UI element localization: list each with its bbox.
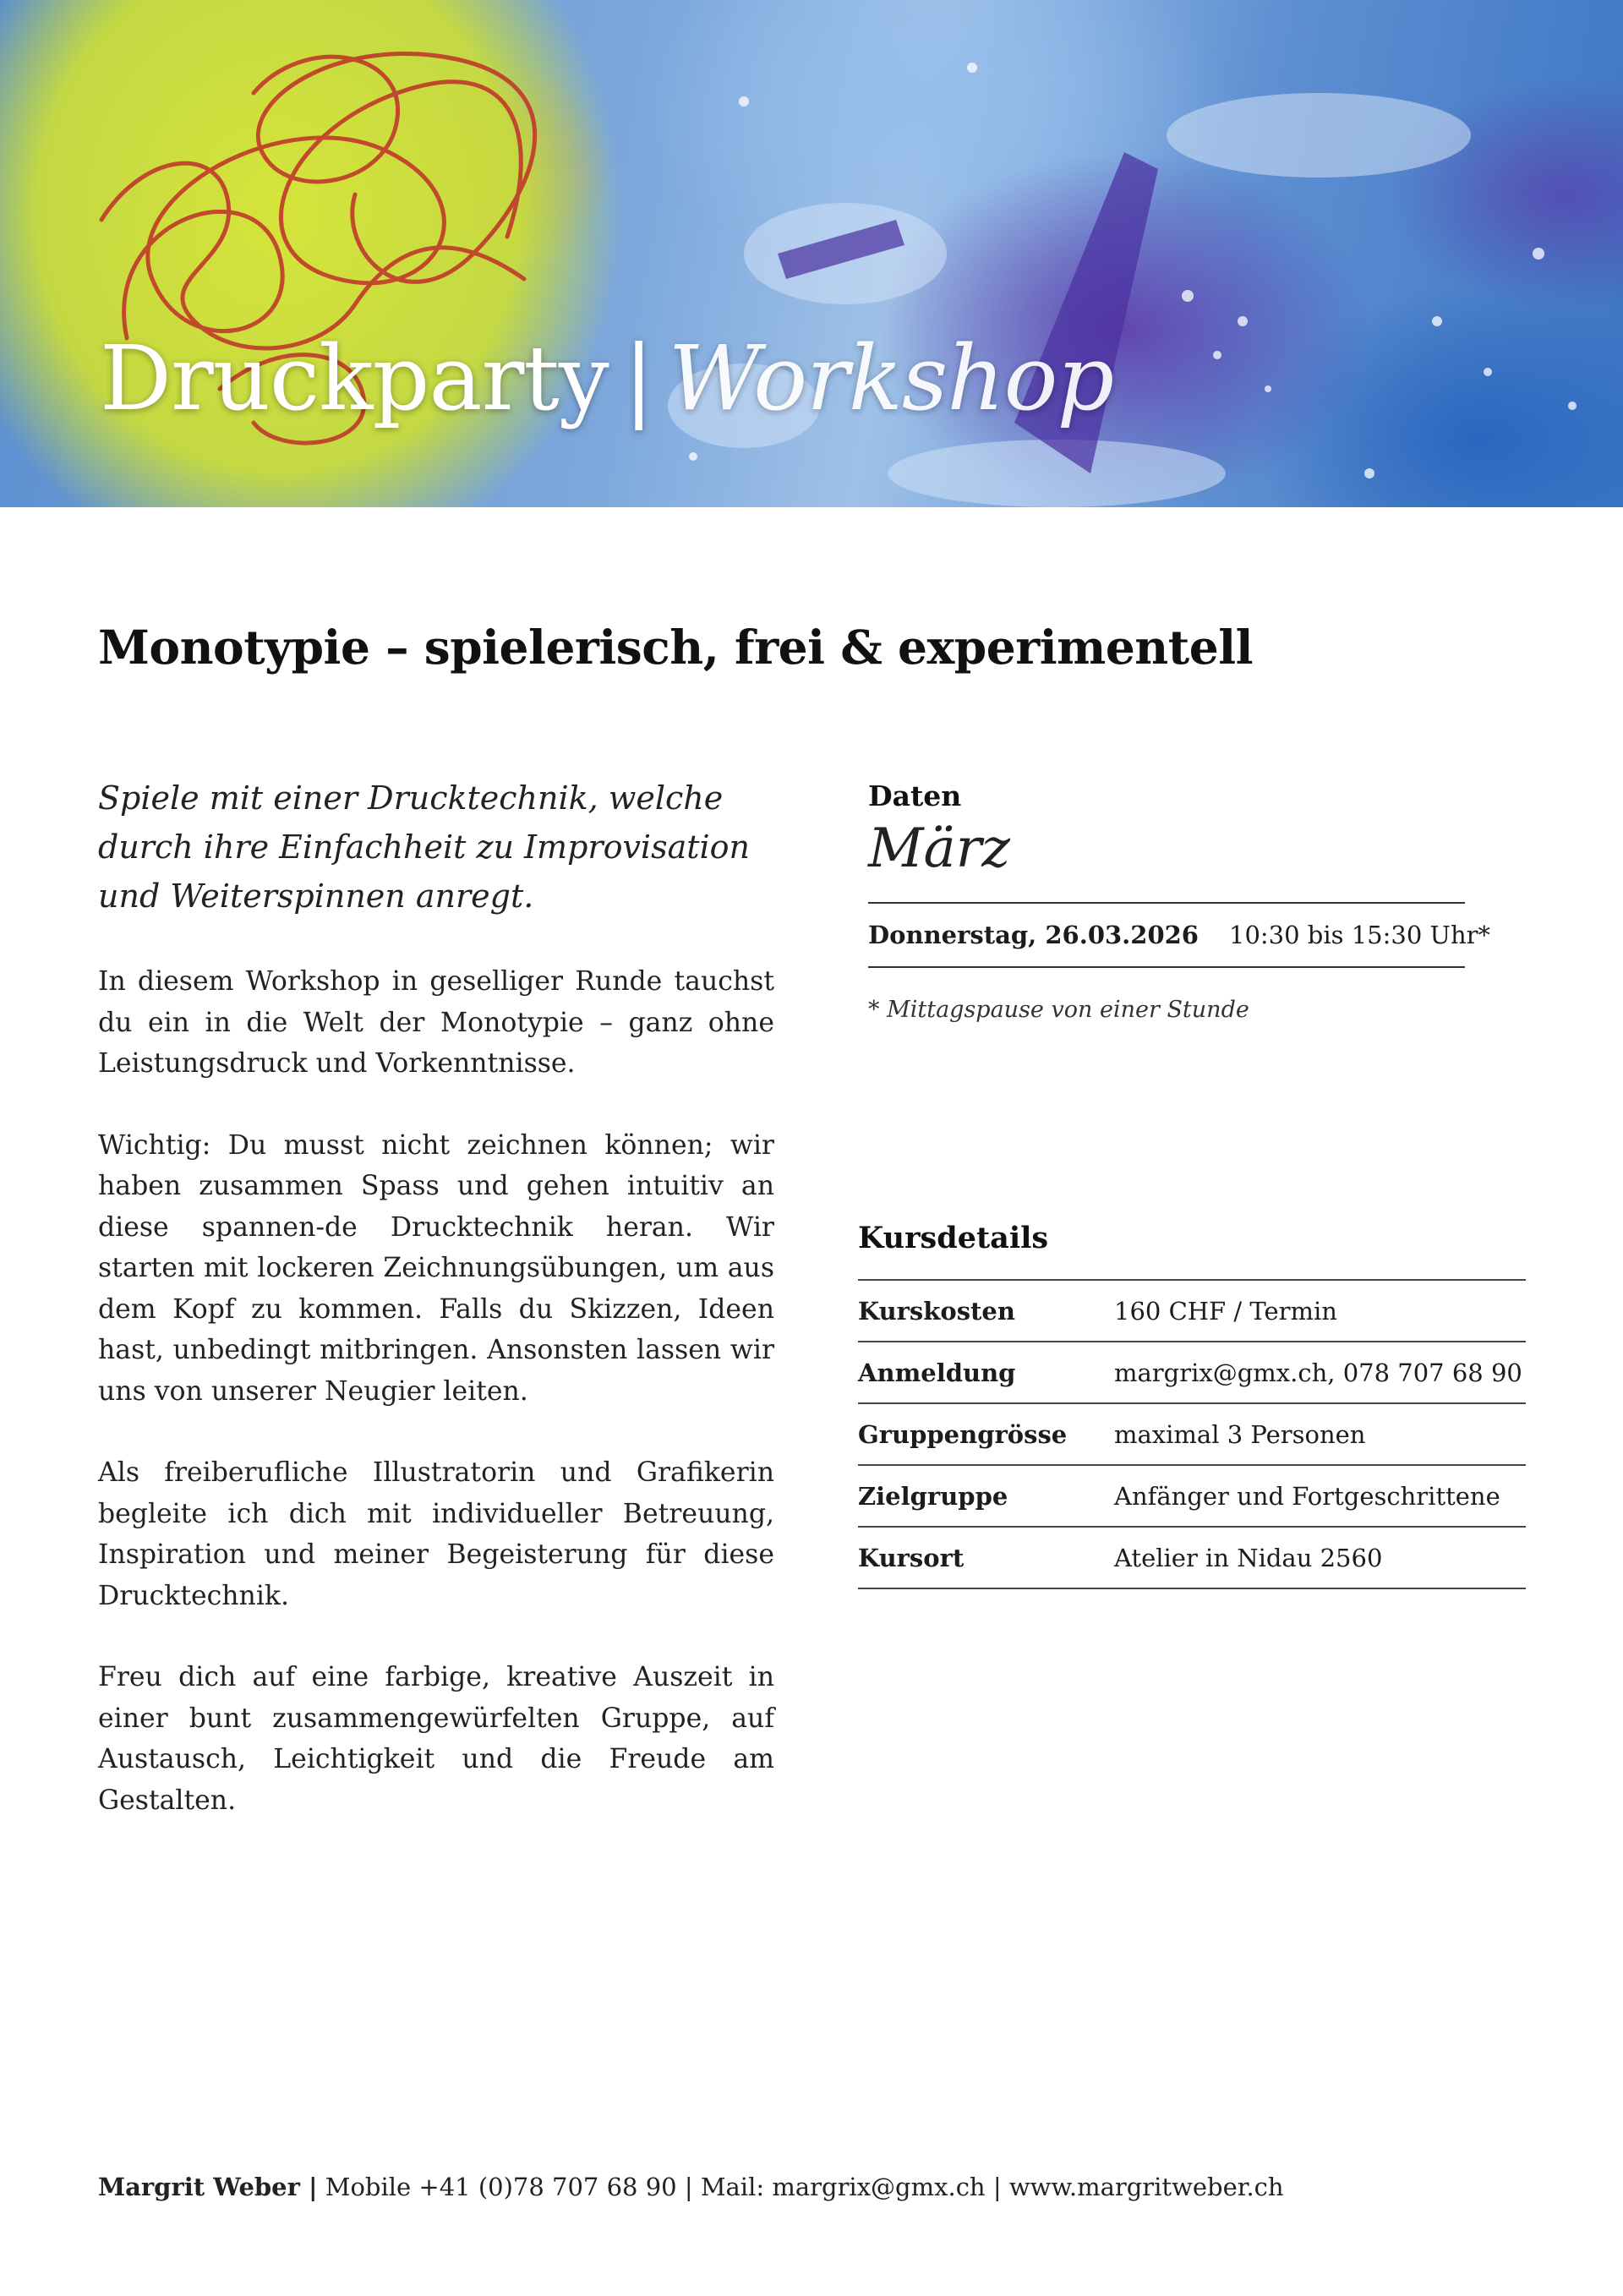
dates-section <box>868 779 1491 1024</box>
detail-key: Kursort <box>858 1543 965 1572</box>
detail-key: Kurskosten <box>858 1296 1015 1326</box>
course-details-title: Kursdetails <box>858 1221 1049 1255</box>
detail-key: Anmeldung <box>858 1358 1016 1387</box>
date-time: 10:30 bis 15:30 Uhr* <box>1229 921 1491 950</box>
date-day: Donnerstag, 26.03.2026 <box>868 921 1199 950</box>
table-row <box>858 1465 1526 1527</box>
banner-title-separator: | <box>623 326 653 430</box>
table-row <box>858 1342 1526 1403</box>
detail-key: Gruppengrösse <box>858 1419 1068 1449</box>
dates-note: * Mittagspause von einer Stunde <box>868 997 1249 1024</box>
table-row <box>858 1280 1526 1342</box>
banner-title <box>100 326 1114 430</box>
lead-line: und Weiterspinnen anregt. <box>98 877 534 915</box>
detail-value: Anfänger und Fortgeschrittene <box>1114 1481 1500 1511</box>
detail-value: maximal 3 Personen <box>1114 1419 1366 1449</box>
body-paragraph: Als freiberufliche Illustratorin und Grafikerin begleite ich dich mit individueller Betreuung, Inspiration und meiner Begeisterung für diese Drucktechnik. <box>98 1457 774 1611</box>
lead-line: Spiele mit einer Drucktechnik, welche <box>98 779 724 817</box>
detail-value: Atelier in Nidau 2560 <box>1114 1543 1383 1572</box>
banner-title-main: Druckparty <box>100 326 609 430</box>
monotype-artwork <box>0 0 1623 507</box>
date-entry <box>868 902 1491 968</box>
detail-value: margrix@gmx.ch, 078 707 68 90 <box>1114 1358 1522 1387</box>
page-headline: Monotypie – spielerisch, frei & experimentell <box>98 620 1253 675</box>
lead-text <box>98 774 774 921</box>
dates-month: März <box>868 817 1010 880</box>
table-row <box>858 1527 1526 1588</box>
footer-contact: Mobile +41 (0)78 707 68 90 | Mail: margrix@gmx.ch | www.margritweber.ch <box>317 2173 1284 2201</box>
body-paragraph: Wichtig: Du musst nicht zeichnen können; wir haben zusammen Spass und gehen intuitiv an diese spannen-de Drucktechnik heran. Wir starten mit lockeren Zeichnungsübungen, um aus dem Kopf zu kommen. Falls du Skizzen, Ideen hast, unbedingt mitbringen. Ansonsten lassen wir uns von unserer Neugier leiten. <box>98 1129 774 1407</box>
banner-title-italic: Workshop <box>668 326 1114 430</box>
footer-name: Margrit Weber | <box>98 2173 318 2201</box>
body-paragraph: Freu dich auf eine farbige, kreative Auszeit in einer bunt zusammengewürfelten Gruppe, auf Austausch, Leichtigkeit und die Freude am Gestalten. <box>98 1662 774 1816</box>
detail-key: Zielgruppe <box>858 1481 1008 1511</box>
table-row <box>858 1403 1526 1465</box>
intro-column <box>98 774 774 1861</box>
hero-banner <box>0 0 1623 507</box>
dates-label: Daten <box>868 779 962 812</box>
course-details-table <box>858 1279 1526 1589</box>
lead-line: durch ihre Einfachheit zu Improvisation <box>98 828 751 866</box>
course-details-section <box>858 1221 1526 1589</box>
body-paragraph: In diesem Workshop in geselliger Runde tauchst du ein in die Welt der Monotypie – ganz ohne Leistungsdruck und Vorkenntnisse. <box>98 966 774 1079</box>
detail-value: 160 CHF / Termin <box>1114 1296 1337 1326</box>
contact-footer <box>98 2173 1284 2201</box>
